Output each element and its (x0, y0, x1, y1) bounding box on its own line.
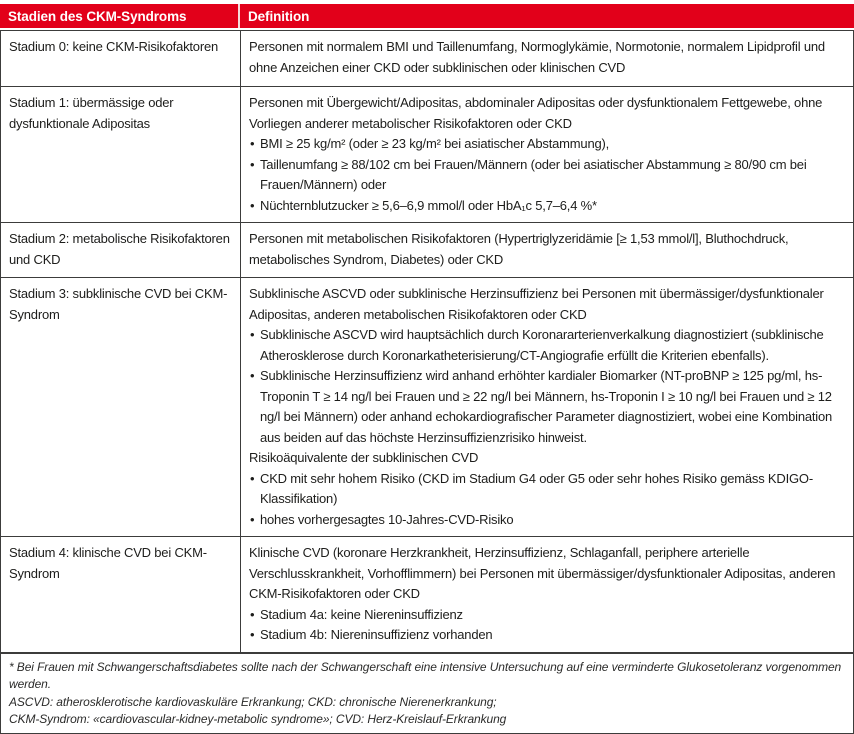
definition-paragraph: Subklinische ASCVD oder subklinische Herzinsuffizienz bei Personen mit übermässiger/dysfunktionaler Adipositas, anderen metabolischen Risikofaktoren oder CKD (249, 286, 824, 322)
definition-cell (241, 31, 853, 86)
stage-cell: Stadium 1: übermässige oder dysfunktionale Adipositas (1, 87, 241, 222)
definition-paragraph: Risikoäquivalente der subklinischen CVD (249, 450, 479, 465)
definition-bullet-item: • Taillenumfang ≥ 88/102 cm bei Frauen/Männern (oder bei asiatischer Abstammung ≥ 80/90 cm bei Frauen/Männern) oder (249, 155, 845, 196)
definition-cell (241, 87, 853, 222)
table-row (1, 223, 853, 278)
table-footnotes (0, 653, 854, 734)
header-cell-definition: Definition (240, 4, 854, 28)
definition-paragraph: Klinische CVD (koronare Herzkrankheit, Herzinsuffizienz, Schlaganfall, periphere arterielle Verschlusskrankheit, Vorhofflimmern) bei Personen mit übermässiger/dysfunktionaler Adipositas, anderen CKM-Risikofaktoren oder CKD (249, 545, 836, 601)
table-row (1, 87, 853, 223)
definition-cell (241, 537, 853, 652)
stage-cell: Stadium 0: keine CKM-Risikofaktoren (1, 31, 241, 86)
footnote-asterisk: * Bei Frauen mit Schwangerschaftsdiabetes sollte nach der Schwangerschaft eine intensive Untersuchung auf eine verminderte Glukosetoleranz vorgenommen werden. (9, 659, 842, 691)
definition-bullet-item: • Stadium 4a: keine Niereninsuffizienz (249, 605, 845, 626)
ckm-stages-table-page (0, 4, 854, 726)
stage-cell: Stadium 4: klinische CVD bei CKM-Syndrom (1, 537, 241, 652)
stage-cell: Stadium 2: metabolische Risikofaktoren und CKD (1, 223, 241, 277)
stage-cell: Stadium 3: subklinische CVD bei CKM-Syndrom (1, 278, 241, 536)
table-header-row (0, 4, 854, 28)
definition-paragraph: Personen mit Übergewicht/Adipositas, abdominaler Adipositas oder dysfunktionalem Fettgewebe, ohne Vorliegen anderer metabolischer Risikofaktoren oder CKD (249, 95, 823, 131)
definition-paragraph: Personen mit metabolischen Risikofaktoren (Hypertriglyzeridämie [≥ 1,53 mmol/l], Bluthochdruck, metabolisches Syndrom, Diabetes) oder CKD (249, 231, 789, 267)
table-body (0, 30, 854, 653)
table-row (1, 278, 853, 537)
definition-cell (241, 278, 853, 536)
definition-paragraph: Personen mit normalem BMI und Taillenumfang, Normoglykämie, Normotonie, normalem Lipidprofil und ohne Anzeichen einer CKD oder subklinischen oder klinischen CVD (249, 39, 825, 75)
footnote-abbreviations-1: ASCVD: atherosklerotische kardiovaskuläre Erkrankung; CKD: chronische Nierenerkrankung; (9, 694, 497, 709)
header-cell-stages: Stadien des CKM-Syndroms (0, 4, 240, 28)
table-row (1, 537, 853, 653)
definition-cell (241, 223, 853, 277)
table-row (1, 31, 853, 87)
definition-bullet-item: • Subklinische ASCVD wird hauptsächlich durch Koronararterienverkalkung diagnostiziert (subklinische Atherosklerose durch Koronarkatheterisierung/CT-Angiografie erfüllt die Kriterien ebenfalls). (249, 325, 845, 366)
definition-bullet-item: • BMI ≥ 25 kg/m² (oder ≥ 23 kg/m² bei asiatischer Abstammung), (249, 134, 845, 155)
definition-bullet-item: • hohes vorhergesagtes 10-Jahres-CVD-Risiko (249, 510, 845, 531)
footnote-abbreviations-2: CKM-Syndrom: «cardiovascular-kidney-metabolic syndrome»; CVD: Herz-Kreislauf-Erkrankung (9, 712, 507, 726)
definition-bullet-item: • Subklinische Herzinsuffizienz wird anhand erhöhter kardialer Biomarker (NT-proBNP ≥ 125 pg/ml, hs-Troponin T ≥ 14 ng/l bei Frauen und ≥ 22 ng/l bei Männern, hs-Troponin I ≥ 10 ng/l bei Frauen und ≥ 12 ng/l bei Männern) oder anhand echokardiografischer Parameter diagnostiziert, wobei eine Kombination aus beiden auf das höchste Herzinsuffizienzrisiko hinweist. (249, 366, 845, 448)
definition-bullet-item: • Nüchternblutzucker ≥ 5,6–6,9 mmol/l oder HbA₁c 5,7–6,4 %* (249, 196, 845, 217)
definition-bullet-item: • CKD mit sehr hohem Risiko (CKD im Stadium G4 oder G5 oder sehr hohes Risiko gemäss KDIGO-Klassifikation) (249, 469, 845, 510)
definition-bullet-item: • Stadium 4b: Niereninsuffizienz vorhanden (249, 625, 845, 646)
